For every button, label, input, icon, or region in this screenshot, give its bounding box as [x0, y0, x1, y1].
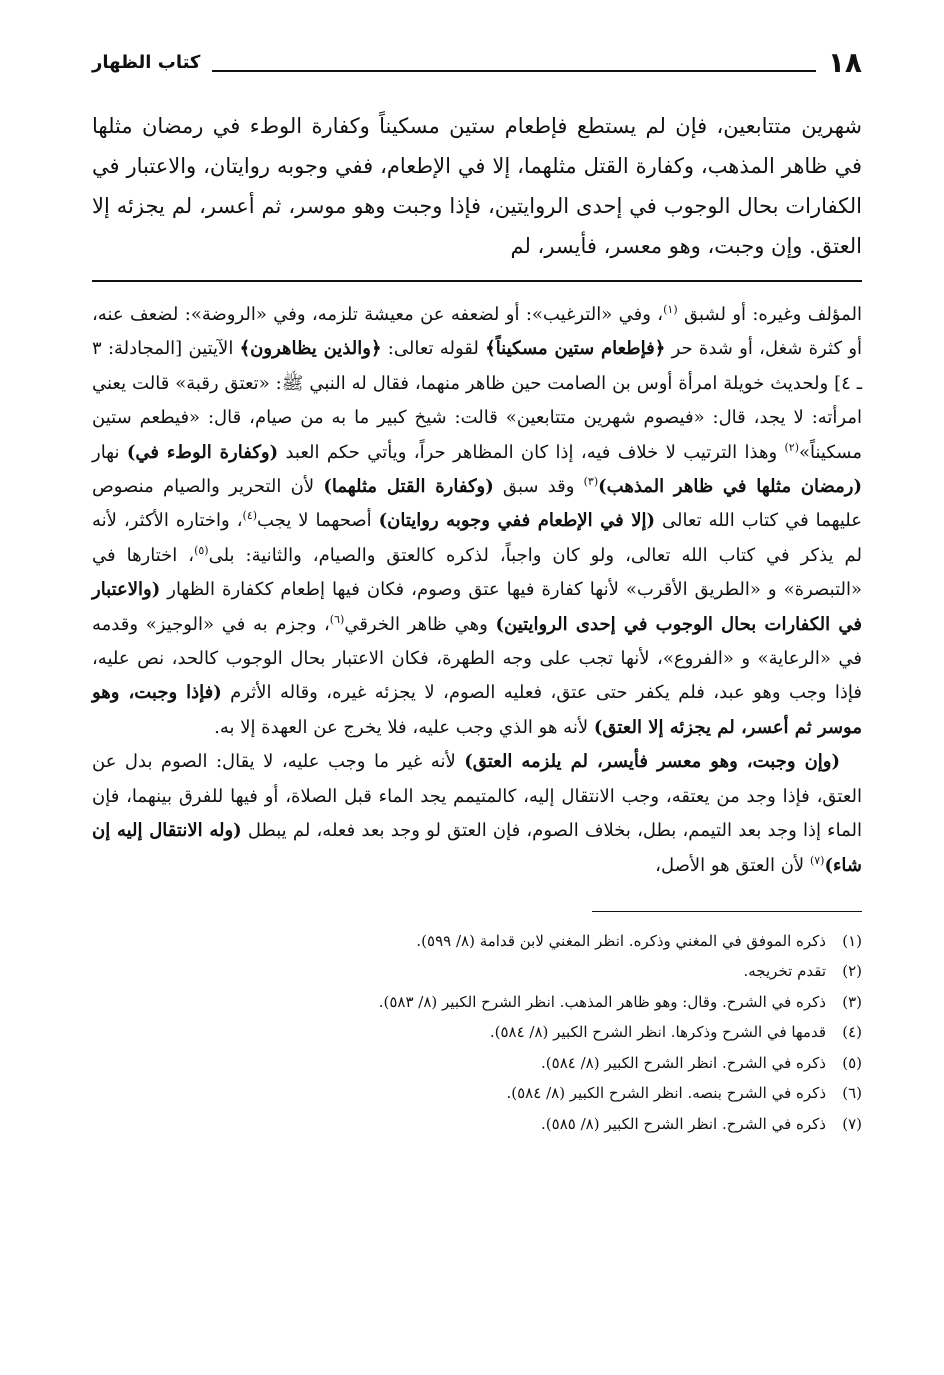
footnote-number: (٤): [842, 1023, 862, 1042]
bold-phrase: (إلا في الإطعام ففي وجوبه روايتان): [378, 510, 656, 532]
footnote-item: [92, 956, 862, 987]
text-run: أصحهما لا يجب: [257, 510, 379, 532]
footnotes-list: [92, 926, 862, 1140]
running-header: [92, 40, 862, 78]
text-run: ، واختاره الأكثر، لأنه لم يذكر في كتاب الله تعالى، ولو كان واجباً، لذكره كالعتق والصيام، والثانية: بلى: [92, 510, 862, 566]
section-divider: [92, 280, 862, 282]
text-run: لقوله تعالى:: [381, 338, 486, 360]
footnote-item: [92, 1017, 862, 1048]
text-run: وهي ظاهر الخرقي: [344, 613, 496, 635]
text-run: ، وجزم به في «الوجيز» وقدمه في «الرعاية» و «الفروع»، لأنها تجب على وجه الطهرة، فكان الاعتبار بحال الوجوب كالحد، نص عليه، فإذا وجب وهو عبد، فلم يكفر حتى عتق، فعليه الصوم، لا يجزئه غيره، وقاله الأثرم: [92, 613, 863, 704]
text-run: لأنه هو الذي وجب عليه، فلا يخرج عن العهدة إلا به.: [214, 716, 594, 738]
main-text: شهرين متتابعين، فإن لم يستطع فإطعام ستين مسكيناً وكفارة الوطء في رمضان مثلها في ظاهر المذهب، وكفارة القتل مثلهما، إلا في الإطعام، ففي وجوبه روايتان، والاعتبار في الكفارات بحال الوجوب في إحدى الروايتين، فإذا وجبت وهو موسر، ثم أعسر، لم يجزئه إلا العتق. وإن وجبت، وهو معسر، فأيسر، لم: [92, 114, 862, 258]
bold-phrase: (وكفارة القتل مثلهما): [323, 476, 494, 498]
footnote-number: (٣): [842, 992, 862, 1011]
page: [92, 40, 862, 1139]
bold-phrase: ﴿والذين يظاهرون﴾: [239, 338, 382, 360]
footnote-text: قدمها في الشرح وذكرها. انظر الشرح الكبير (٨/ ٥٨٤).: [489, 1023, 826, 1042]
footnote-text: تقدم تخريجه.: [743, 962, 826, 981]
footnote-divider: [592, 911, 862, 912]
footnote-number: (٧): [842, 1114, 862, 1133]
footnote-text: ذكره في الشرح بنصه. انظر الشرح الكبير (٨/ ٥٨٤).: [506, 1084, 826, 1103]
footnote-number: (٥): [842, 1053, 862, 1072]
bold-phrase: (والاعتبار في الكفارات بحال الوجوب في إحدى الروايتين): [92, 579, 862, 635]
footnote-text: ذكره في الشرح. انظر الشرح الكبير (٨/ ٥٨٤).: [541, 1053, 826, 1072]
footnote-text: ذكره في الشرح. انظر الشرح الكبير (٨/ ٥٨٥).: [541, 1114, 826, 1133]
bold-phrase: (وإن وجبت، وهو معسر فأيسر، لم يلزمه العتق): [464, 751, 840, 773]
footnote-ref: (٦): [329, 612, 345, 626]
footnote-ref: (٥): [194, 543, 209, 557]
footnote-number: (١): [842, 931, 862, 950]
commentary-paragraph: [92, 745, 862, 883]
bold-phrase: (فإذا وجبت، وهو موسر ثم أعسر، لم يجزئه إلا العتق): [92, 682, 862, 738]
bold-phrase: (رمضان مثلها في ظاهر المذهب): [598, 476, 862, 498]
footnote-text: ذكره الموفق في المغني وذكره. انظر المغني لابن قدامة (٨/ ٥٩٩).: [416, 931, 826, 950]
commentary-paragraph: [92, 298, 862, 745]
commentary: [92, 298, 862, 883]
header-rule: [212, 70, 815, 72]
bold-phrase: (وكفارة الوطء في): [126, 441, 279, 463]
footnote-ref: (٤): [242, 509, 258, 523]
text-run: الآيتين [المجادلة: ٣ ـ ٤] ولحديث خويلة امرأة أوس بن الصامت حين ظاهر منهما، فقال له النبي ﷺ: «تعتق رقبة» قالت يعني امرأته: لا يجد، قال: «فيصوم شهرين متتابعين» قالت: شيخ كبير ما به من صيام، قال: «فيطعم ستين مسكيناً»: [92, 338, 862, 463]
bold-phrase: ﴿فإطعام ستين مسكيناً﴾: [485, 338, 666, 360]
footnote-number: (٢): [842, 962, 862, 981]
footnote-item: [92, 1048, 862, 1079]
page-number: ١٨: [827, 46, 862, 79]
footnote-item: [92, 987, 862, 1018]
text-run: لأن التحرير والصيام منصوص عليهما في كتاب الله تعالى: [92, 476, 862, 532]
footnote-ref: (٣): [583, 475, 599, 489]
book-title: كتاب الظهار: [92, 52, 201, 73]
footnote-ref: (١): [663, 303, 678, 316]
text-run: وقد سبق: [493, 476, 584, 498]
text-run: ، وفي «الترغيب»: أو لضعفه عن معيشة تلزمه، وفي «الروضة»: لضعف عنه، أو كثرة شغل، أو شدة حر: [92, 304, 863, 360]
text-run: المؤلف وغيره: أو لشبق: [677, 304, 862, 325]
footnote-ref: (٧): [809, 853, 825, 867]
footnote-item: [92, 1078, 862, 1109]
text-run: ، اختارها في «التبصرة» و «الطريق الأقرب» لأنها كفارة فيها عتق وصوم، فكان فيها إطعام ككفارة الظهار: [92, 544, 862, 601]
text-run: لأن العتق هو الأصل،: [655, 854, 810, 876]
footnote-ref: (٢): [784, 440, 799, 454]
footnote-item: [92, 926, 862, 957]
text-run: وهذا الترتيب لا خلاف فيه، إذا كان المظاهر حراً، ويأتي حكم العبد: [278, 441, 785, 463]
text-run: لأنه غير ما وجب عليه، لا يقال: الصوم بدل عن العتق، فإذا وجد من يعتقه، وجب الانتقال إليه، كالمتيمم يجد الماء قبل الصلاة، أو فيها للفرق بينهما، فإن الماء إذا وجد بعد التيمم، بطل، بخلاف الصوم، فإن العتق لو وجد بعد فعله، لم يبطل: [92, 751, 862, 842]
footnote-number: (٦): [842, 1084, 862, 1103]
footnote-item: [92, 1109, 862, 1140]
footnote-text: ذكره في الشرح. وقال: وهو ظاهر المذهب. انظر الشرح الكبير (٨/ ٥٨٣).: [378, 992, 826, 1011]
bold-phrase: (وله الانتقال إليه إن شاء): [92, 820, 862, 876]
text-run: نهار: [92, 441, 127, 463]
